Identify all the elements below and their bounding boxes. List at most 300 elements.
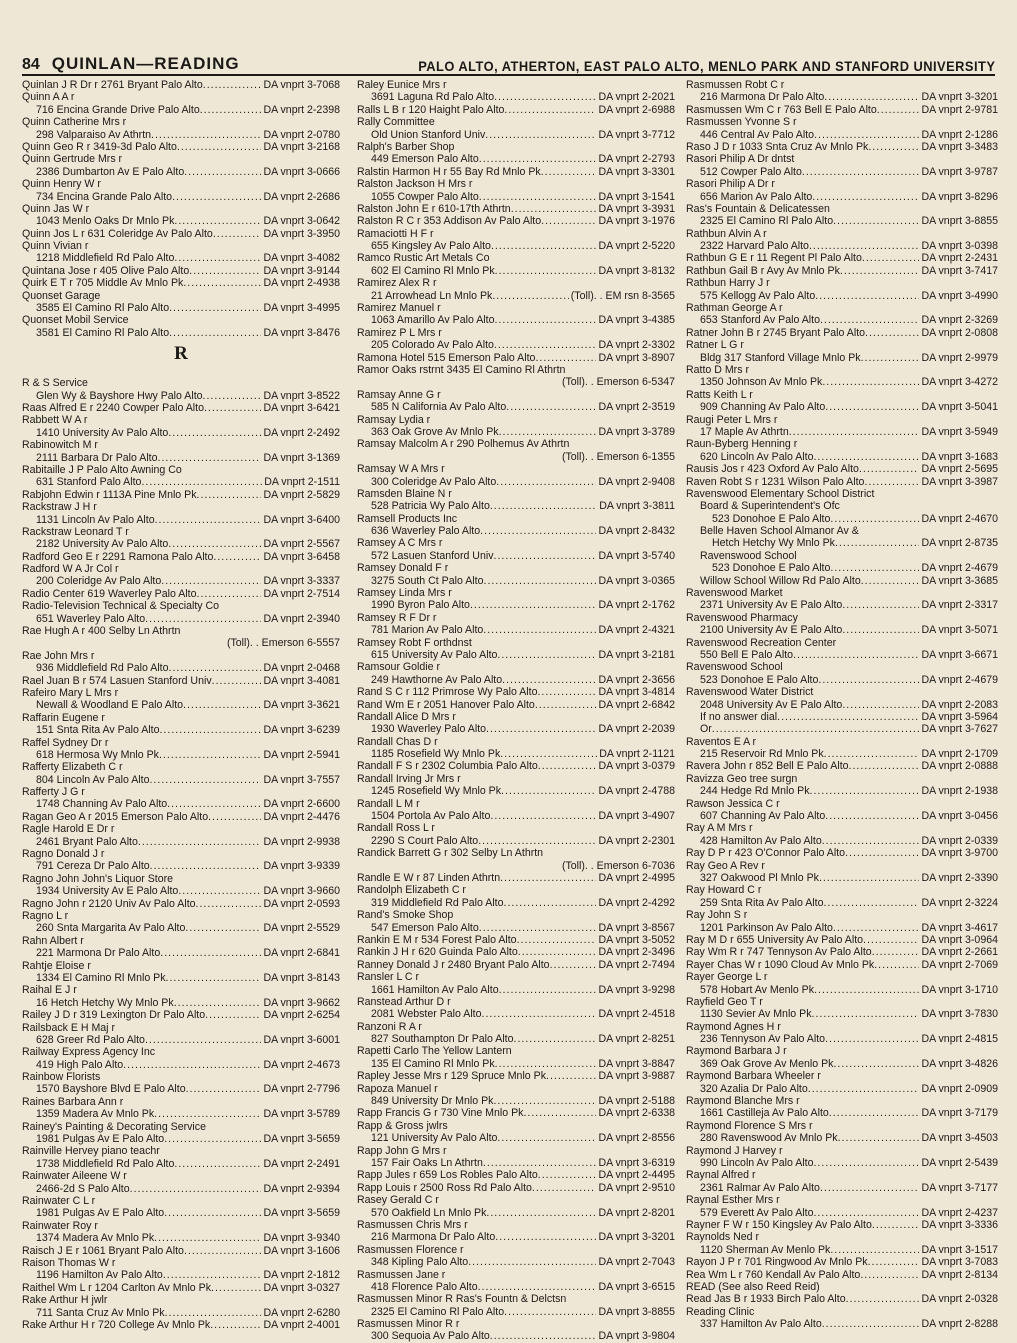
phone-number: DA vnprt 3-5740 <box>598 549 675 562</box>
listing-name: Ramsey Linda Mrs r <box>357 587 452 600</box>
listing-text: Hetch Hetchy Wy Mnlo Pk <box>712 537 835 550</box>
phone-number: DA vnprt 2-4001 <box>263 1318 340 1331</box>
dot-leader <box>833 1058 919 1070</box>
listing-text: 1245 Rosefield Wy Mnlo Pk <box>371 785 502 798</box>
listing-row <box>22 922 340 934</box>
dot-leader <box>874 959 919 971</box>
listing-text: Rasmussen Wm C r 763 Bell E Palo Alto <box>686 103 877 116</box>
listing-text: 849 University Dr Mnlo Pk <box>371 1095 494 1108</box>
phone-number: DA vnprt 3-9340 <box>263 1232 340 1245</box>
listing-row <box>357 1182 675 1194</box>
toll-phone-line: (Toll). . Emerson 6-5347 <box>561 376 675 389</box>
phone-number: DA vnprt 2-8556 <box>598 1132 675 1145</box>
listing-row <box>357 810 675 822</box>
listing-text: 579 Everett Av Palo Alto <box>700 1206 814 1219</box>
phone-number: DA vnprt 2-8201 <box>598 1206 675 1219</box>
listing-name: Raymond Barbara Wheeler r <box>686 1070 821 1083</box>
listing-text: 1218 Middlefield Rd Palo Alto <box>36 252 175 265</box>
listing-row <box>686 1083 998 1095</box>
listing-name: Ramor Oaks rstrnt 3435 El Camino Rl Athrtn <box>357 363 566 376</box>
dot-leader <box>490 500 597 512</box>
dot-leader <box>154 1108 261 1120</box>
listing-text: 615 University Av Palo Alto <box>371 648 498 661</box>
phone-number: DA vnprt 2-7796 <box>263 1083 340 1096</box>
listing-text: 2322 Harvard Palo Alto <box>700 240 809 253</box>
phone-number: DA vnprt 3-0365 <box>598 574 675 587</box>
page-number: 84 <box>22 56 40 73</box>
listing-text: 1748 Channing Av Palo Alto <box>36 798 168 811</box>
listing-row <box>357 624 675 636</box>
dot-leader <box>168 538 261 550</box>
phone-number: DA vnprt 3-9887 <box>598 1070 675 1083</box>
listing-row <box>686 1207 998 1219</box>
dot-leader <box>789 426 920 438</box>
listing-name: Quinn Jas W r <box>22 202 90 215</box>
listing-row <box>686 785 998 797</box>
listing-text: Quinn Jos L r 631 Coleridge Av Palo Alto <box>22 227 213 240</box>
listing-name: Rabbett W A r <box>22 414 88 427</box>
listing-name: Quinn Gertrude Mrs r <box>22 153 123 166</box>
listing-text: Quirk E T r 705 Middle Av Mnlo Pk <box>22 277 184 290</box>
listing-name: Ragno L r <box>22 910 69 922</box>
listing-row <box>686 562 998 574</box>
listing-name: Raymond Blanche Mrs r <box>686 1095 800 1108</box>
listing-row <box>22 972 340 984</box>
listing-row <box>357 525 675 537</box>
listing-text: 607 Channing Av Palo Alto <box>700 810 826 823</box>
phone-number: DA vnprt 2-7494 <box>598 958 675 971</box>
listing-text: 618 Hermosa Wy Mnlo Pk <box>36 748 159 761</box>
listing-text: Newall & Woodland E Palo Alto <box>36 699 184 712</box>
listing-text: 319 Middlefield Rd Palo Alto <box>371 896 504 909</box>
listing-row <box>686 649 998 661</box>
dot-leader <box>849 760 920 772</box>
listing-row <box>357 934 675 946</box>
listing-row <box>686 215 998 227</box>
dot-leader <box>842 599 919 611</box>
dot-leader <box>184 166 261 178</box>
listing-row <box>686 946 998 958</box>
dot-leader <box>842 699 919 711</box>
listing-name: Rapp John G Mrs r <box>357 1144 447 1157</box>
dot-leader <box>829 1107 920 1119</box>
listing-row <box>686 959 998 971</box>
phone-number: DA vnprt 3-7712 <box>598 128 675 141</box>
dot-leader <box>822 376 919 388</box>
dot-leader <box>203 79 262 91</box>
listing-row <box>357 1095 675 1107</box>
listing-text: 827 Southampton Dr Palo Alto <box>371 1033 514 1046</box>
phone-number: DA vnprt 3-0456 <box>921 810 998 823</box>
listing-subheading: Board & Superintendent's Ofc <box>700 500 840 513</box>
listing-text: 1201 Parkinson Av Palo Alto <box>700 921 833 934</box>
listing-row <box>357 922 675 934</box>
dot-leader <box>158 452 262 464</box>
dot-leader <box>478 835 596 847</box>
listing-name: Rayfield Geo T r <box>686 995 763 1008</box>
phone-number: DA vnprt 3-3201 <box>921 91 998 104</box>
phone-number: DA vnprt 2-0328 <box>921 1293 998 1306</box>
listing-text: Rankin E M r 534 Forest Palo Alto <box>357 933 517 946</box>
phone-number: DA vnprt 3-3789 <box>598 425 675 438</box>
listing-row <box>357 674 675 686</box>
dot-leader <box>174 1158 261 1170</box>
phone-number: DA vnprt 3-0379 <box>598 760 675 773</box>
dot-leader <box>504 897 597 909</box>
phone-number: DA vnprt 3-4503 <box>921 1132 998 1145</box>
dot-leader <box>479 922 597 934</box>
listing-text: 550 Bell E Palo Alto <box>700 648 794 661</box>
dot-leader <box>835 537 919 549</box>
listing-text: 1570 Bayshore Blvd E Palo Alto <box>36 1083 186 1096</box>
listing-text: 2100 University Av E Palo Alto <box>700 624 843 637</box>
listing-name: Rackstraw J H r <box>22 501 97 514</box>
phone-number: DA vnprt 2-1762 <box>598 599 675 612</box>
dot-leader <box>197 489 262 501</box>
phone-number: DA vnprt 2-4679 <box>921 562 998 575</box>
listing-row <box>357 104 675 116</box>
listing-row <box>22 1207 340 1219</box>
listing-row <box>357 352 675 364</box>
phone-number: DA vnprt 2-8251 <box>598 1033 675 1046</box>
phone-number: DA vnprt 2-8432 <box>598 525 675 538</box>
listing-row <box>357 265 675 277</box>
phone-number: DA vnprt 2-4292 <box>598 896 675 909</box>
listing-text: Raisch J E r 1061 Bryant Palo Alto <box>22 1244 184 1257</box>
spacer <box>22 369 340 377</box>
phone-number: DA vnprt 2-4321 <box>598 624 675 637</box>
dot-leader <box>537 686 596 698</box>
listing-row <box>686 934 998 946</box>
listing-text: Rapp Jules r 659 Los Robles Palo Alto <box>357 1169 538 1182</box>
dot-leader <box>808 1083 920 1095</box>
listing-row <box>22 476 340 488</box>
listing-name: Ragno John John's Liquor Store <box>22 872 174 885</box>
phone-number: DA vnprt 3-7068 <box>263 79 340 91</box>
phone-number: DA vnprt 2-1286 <box>921 128 998 141</box>
listing-name: Ramsey A C Mrs r <box>357 537 443 550</box>
dot-leader <box>210 1319 261 1331</box>
listing-text: 3585 El Camino Rl Palo Alto <box>36 302 170 315</box>
phone-number: DA vnprt 3-4385 <box>598 314 675 327</box>
dot-leader <box>818 674 919 686</box>
listing-name: Rasmussen Jane r <box>357 1268 446 1281</box>
phone-number: DA vnprt 2-3390 <box>921 872 998 884</box>
phone-number: DA vnprt 2-6988 <box>598 103 675 116</box>
dot-leader <box>185 922 261 934</box>
listing-row <box>686 129 998 141</box>
listing-text: 547 Emerson Palo Alto <box>371 921 479 934</box>
phone-number: DA vnprt 2-2793 <box>598 153 675 166</box>
listing-row <box>686 1033 998 1045</box>
listing-name: Rasori Philip A Dr r <box>686 178 775 191</box>
dot-leader <box>495 1058 597 1070</box>
listing-name: Ramsay Anne G r <box>357 388 441 401</box>
phone-number: DA vnprt 3-1976 <box>598 215 675 228</box>
listing-row <box>22 302 340 314</box>
listing-text: 1350 Johnson Av Mnlo Pk <box>700 376 823 389</box>
listing-row <box>22 252 340 264</box>
phone-number: DA vnprt 3-6400 <box>263 513 340 526</box>
listing-text: Rathbun Gail B r Avy Av Mnlo Pk <box>686 264 840 277</box>
dot-leader <box>172 191 261 203</box>
dot-leader <box>514 1033 597 1045</box>
listing-text: Rael Juan B r 574 Lasuen Stanford Univ <box>22 674 212 687</box>
listing-row <box>357 129 675 141</box>
dot-leader <box>550 959 597 971</box>
section-letter: R <box>174 343 188 365</box>
listing-text: 418 Florence Palo Alto <box>371 1280 478 1293</box>
phone-number: DA vnprt 2-7043 <box>598 1256 675 1269</box>
listing-text: 636 Waverley Palo Alto <box>371 525 481 538</box>
phone-number: DA vnprt 2-4237 <box>921 1206 998 1219</box>
listing-name: Rake Arthur H jwlr <box>22 1294 108 1307</box>
listing-text: Railey J D r 319 Lexington Dr Palo Alto <box>22 1009 206 1022</box>
listing-text: 716 Encina Grande Drive Palo Alto <box>36 103 200 116</box>
phone-number: DA vnprt 3-1710 <box>921 983 998 996</box>
listing-name: Ransler L C r <box>357 971 420 984</box>
listing-name: Ray A M Mrs r <box>686 822 753 835</box>
dot-leader <box>174 215 261 227</box>
phone-number: DA vnprt 2-4679 <box>921 673 998 686</box>
dot-leader <box>820 314 919 326</box>
phone-number: DA vnprt 2-8288 <box>921 1318 998 1331</box>
phone-number: DA vnprt 3-6001 <box>263 1033 340 1046</box>
dot-leader <box>833 215 919 227</box>
listing-row <box>686 810 998 822</box>
listing-text: 620 Lincoln Av Palo Alto <box>700 450 814 463</box>
listing-text: 734 Encina Grande Palo Alto <box>36 190 173 203</box>
listing-row <box>686 537 998 549</box>
dot-leader <box>868 1256 920 1268</box>
listing-row <box>22 885 340 897</box>
phone-number: DA vnprt 3-8296 <box>921 190 998 203</box>
listing-row <box>686 327 998 339</box>
listing-name: Raynal Alfred r <box>686 1169 756 1182</box>
listing-text: 2325 El Camino Rl Palo Alto <box>700 215 834 228</box>
listing-text: Ravera John r 852 Bell E Palo Alto <box>686 760 849 773</box>
dot-leader <box>169 302 261 314</box>
listing-row <box>22 390 340 402</box>
listing-row <box>686 872 998 884</box>
listing-text: 249 Hawthorne Av Palo Alto <box>371 673 503 686</box>
listing-text: 298 Valparaiso Av Athrtn <box>36 128 152 141</box>
phone-number: DA vnprt 3-0666 <box>263 165 340 178</box>
dot-leader <box>204 402 261 414</box>
listing-name: Rasmussen Robt C r <box>686 79 785 91</box>
dot-leader <box>494 314 596 326</box>
dot-leader <box>846 1293 920 1305</box>
listing-row <box>22 798 340 810</box>
listing-row <box>357 215 675 227</box>
listing-row <box>22 724 340 736</box>
listing-text: Rankin J H r 620 Guinda Palo Alto <box>357 946 518 959</box>
dot-leader <box>174 997 262 1009</box>
listing-text: 2081 Webster Palo Alto <box>371 1008 482 1021</box>
listing-name: Raun-Byberg Henning r <box>686 438 798 451</box>
listing-name: Rasmussen Chris Mrs r <box>357 1218 468 1231</box>
listing-row <box>686 984 998 996</box>
dot-leader <box>159 749 261 761</box>
phone-number: DA vnprt 2-2661 <box>921 946 998 959</box>
dot-leader <box>859 463 920 475</box>
phone-number: DA vnprt 3-5659 <box>263 1207 340 1220</box>
listing-name: Ravizza Geo tree surgn <box>686 772 798 785</box>
phone-number: DA vnprt 3-8907 <box>598 351 675 364</box>
dot-leader <box>541 166 597 178</box>
phone-number: DA vnprt 3-5964 <box>921 710 998 723</box>
listing-row <box>22 1059 340 1071</box>
dot-leader <box>864 476 919 488</box>
listing-text: 363 Oak Grove Av Mnlo Pk <box>371 425 499 438</box>
listing-row <box>357 1231 675 1243</box>
phone-number: DA vnprt 2-6842 <box>598 698 675 711</box>
listing-row <box>22 1083 340 1095</box>
listing-row <box>22 1009 340 1021</box>
listing-text: 1930 Waverley Palo Alto <box>371 723 487 736</box>
phone-number: DA vnprt 3-1683 <box>921 450 998 463</box>
listing-text: Rand S C r 112 Primrose Wy Palo Alto <box>357 686 538 699</box>
listing-text: 215 Reservoir Rd Mnlo Pk <box>700 748 824 761</box>
dot-leader <box>830 562 919 574</box>
listing-name: Randick Barrett G r 302 Selby Ln Athrtn <box>357 847 544 860</box>
phone-number: DA vnprt 3-6319 <box>598 1156 675 1169</box>
dot-leader <box>486 1207 596 1219</box>
listing-text: Raas Alfred E r 2240 Cowper Palo Alto <box>22 401 204 414</box>
page-title: PALO ALTO, ATHERTON, EAST PALO ALTO, MENLO PARK AND STANFORD UNIVERSITY <box>417 58 995 74</box>
dot-leader <box>499 984 597 996</box>
dot-leader <box>196 898 262 910</box>
listing-name: Randall Ross L r <box>357 822 435 835</box>
phone-number: DA vnprt 2-2491 <box>263 1157 340 1170</box>
listing-row <box>686 699 998 711</box>
listing-text: 449 Emerson Palo Alto <box>371 153 479 166</box>
phone-number: DA vnprt 2-3269 <box>921 314 998 327</box>
listing-text: 575 Kellogg Av Palo Alto <box>700 289 816 302</box>
listing-row <box>686 599 998 611</box>
phone-number: DA vnprt 2-5439 <box>921 1156 998 1169</box>
listing-text: Raithel Wm L r 1204 Carlton Av Mnlo Pk <box>22 1281 212 1294</box>
dot-leader <box>213 551 261 563</box>
listing-name: Quinn Henry W r <box>22 178 101 191</box>
listing-text: 2111 Barbara Dr Palo Alto <box>36 451 158 464</box>
listing-text: 585 N California Av Palo Alto <box>371 401 507 414</box>
dot-leader <box>845 847 919 859</box>
dot-leader <box>159 724 261 736</box>
phone-number: DA vnprt 2-6841 <box>263 947 340 960</box>
dot-leader <box>865 327 919 339</box>
listing-text: 428 Hamilton Av Palo Alto <box>700 834 822 847</box>
listing-name: Quinn A A r <box>22 91 75 104</box>
listing-row <box>357 959 675 971</box>
listing-text: Ralls L B r 120 Haight Palo Alto <box>357 103 505 116</box>
dot-leader <box>483 1157 597 1169</box>
listing-text: 221 Marmona Dr Palo Alto <box>36 947 161 960</box>
listing-text: 1185 Rosefield Wy Mnlo Pk <box>371 748 501 761</box>
phone-number: DA vnprt 3-9339 <box>263 860 340 873</box>
listing-name: Raymond Florence S Mrs r <box>686 1119 813 1132</box>
phone-number: DA vnprt 3-8143 <box>263 971 340 984</box>
dot-leader <box>861 575 920 587</box>
listing-name: Railway Express Agency Inc <box>22 1046 156 1059</box>
listing-row <box>686 476 998 488</box>
phone-number: DA vnprt 2-7514 <box>263 587 340 600</box>
listing-text: Rayon J P r 701 Ringwood Av Mnlo Pk <box>686 1256 868 1269</box>
dot-leader <box>479 153 597 165</box>
listing-text: Rayner F W r 150 Kingsley Av Palo Alto <box>686 1218 872 1231</box>
listing-text: 631 Stanford Palo Alto <box>36 476 142 489</box>
listing-text: 2048 University Av E Palo Alto <box>700 698 843 711</box>
dot-leader <box>793 649 919 661</box>
listing-row <box>686 1132 998 1144</box>
listing-text: 602 El Camino Rl Mnlo Pk <box>371 264 495 277</box>
phone-number: DA vnprt 2-5529 <box>263 922 340 935</box>
listing-text: 2182 University Av Palo Alto <box>36 538 169 551</box>
phone-number: DA vnprt 3-3483 <box>921 140 998 153</box>
listing-text: Rausis Jos r 423 Oxford Av Palo Alto <box>686 463 859 476</box>
phone-number: DA vnprt 2-2039 <box>598 723 675 736</box>
listing-text: 523 Donohoe E Palo Alto <box>712 512 831 525</box>
dot-leader <box>486 723 596 735</box>
dot-leader <box>825 810 919 822</box>
listing-text: 1130 Sevier Av Mnlo Pk <box>700 1008 812 1021</box>
phone-number: DA vnprt 3-9787 <box>921 165 998 178</box>
listing-text: 528 Patricia Wy Palo Alto <box>371 500 490 513</box>
phone-number: DA vnprt 3-5041 <box>921 401 998 414</box>
listing-name: Ramirez Alex R r <box>357 277 437 290</box>
dot-leader <box>546 1070 596 1082</box>
dot-leader <box>150 860 262 872</box>
listing-row <box>357 1033 675 1045</box>
listing-row <box>357 426 675 438</box>
listing-text: Quintana Jose r 405 Olive Palo Alto <box>22 264 190 277</box>
listing-text: 2386 Dumbarton Av E Palo Alto <box>36 165 185 178</box>
listing-text: Ralston John E r 610-17th Athrtn <box>357 202 511 215</box>
listing-name: Reading Clinic <box>686 1305 755 1318</box>
phone-number: DA vnprt 3-7179 <box>921 1107 998 1120</box>
dot-leader <box>174 252 261 264</box>
listing-text: 1374 Madera Av Mnlo Pk <box>36 1232 155 1245</box>
dot-leader <box>479 191 597 203</box>
listing-text: 2466-2d S Palo Alto <box>36 1182 130 1195</box>
listing-row <box>357 575 675 587</box>
listing-text: Rayer Chas W r 1090 Cloud Av Mnlo Pk <box>686 958 875 971</box>
listing-text: 3691 Laguna Rd Palo Alto <box>371 91 495 104</box>
phone-number: DA vnprt 2-6600 <box>263 798 340 811</box>
listing-row <box>357 748 675 760</box>
listing-row <box>357 1058 675 1070</box>
dot-leader <box>497 649 596 661</box>
listing-text: 260 Snta Margarita Av Palo Alto <box>36 922 186 935</box>
listing-name: Raley Eunice Mrs r <box>357 79 447 91</box>
dot-leader <box>130 1183 262 1195</box>
listing-text: 1196 Hamilton Av Palo Alto <box>36 1269 163 1282</box>
listing-text: 1120 Sherman Av Menlo Pk <box>700 1243 831 1256</box>
listing-row <box>686 760 998 772</box>
phone-number: DA vnprt 3-7417 <box>921 264 998 277</box>
phone-number: DA vnprt 3-5789 <box>263 1108 340 1121</box>
listing-text: Or <box>700 723 712 736</box>
listing-text: Ralston R C r 353 Addison Av Palo Alto <box>357 215 542 228</box>
listing-row <box>357 686 675 698</box>
listing-name: Rainwater Roy r <box>22 1219 98 1232</box>
listing-row <box>357 1207 675 1219</box>
dot-leader <box>189 265 261 277</box>
dot-leader <box>496 476 596 488</box>
listing-text: 711 Santa Cruz Av Mnlo Pk <box>36 1306 165 1319</box>
listing-text: Rabjohn Edwin r 1113A Pine Mnlo Pk <box>22 488 197 501</box>
listing-row <box>357 872 675 884</box>
